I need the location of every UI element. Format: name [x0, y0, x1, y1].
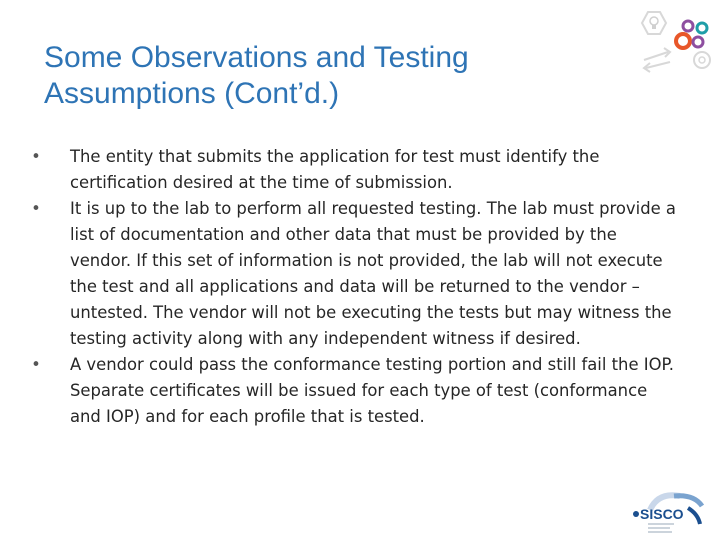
bullet-item — [26, 352, 676, 430]
bullet-list — [26, 144, 676, 430]
bullet-marker: • — [31, 147, 41, 166]
title-line-1: Some Observations and Testing — [44, 41, 469, 74]
bullet-item — [26, 144, 676, 196]
lightbulb-icon — [642, 12, 666, 34]
bullet-text: The entity that submits the application for test must identify the certification desired at the time of submission. — [70, 147, 600, 192]
arrows-icon — [644, 48, 670, 72]
company-logo — [628, 488, 710, 538]
bullet-marker: • — [31, 199, 41, 218]
logo-text: SISCO — [640, 506, 684, 522]
slide-title — [44, 40, 604, 112]
bullet-text: A vendor could pass the conformance testing portion and still fail the IOP. Separate certificates will be issued for each type of test (conformance and IOP) and for each profile that is tested. — [70, 355, 675, 426]
title-line-2: Assumptions (Cont’d.) — [44, 77, 340, 110]
gears-icon — [676, 21, 707, 48]
bullet-item — [26, 196, 676, 352]
bullet-marker: • — [31, 355, 41, 374]
bullet-text: It is up to the lab to perform all requested testing. The lab must provide a list of documentation and other data that must be provided by the vendor. If this set of information is not provided, the lab will not execute the test and all applications and data will be returned to the vendor – untested. The vendor will not be executing the tests but may witness the testing activity along with any independent witness if desired. — [70, 199, 676, 348]
decorative-graphic — [626, 8, 718, 78]
gear-icon — [694, 52, 710, 68]
